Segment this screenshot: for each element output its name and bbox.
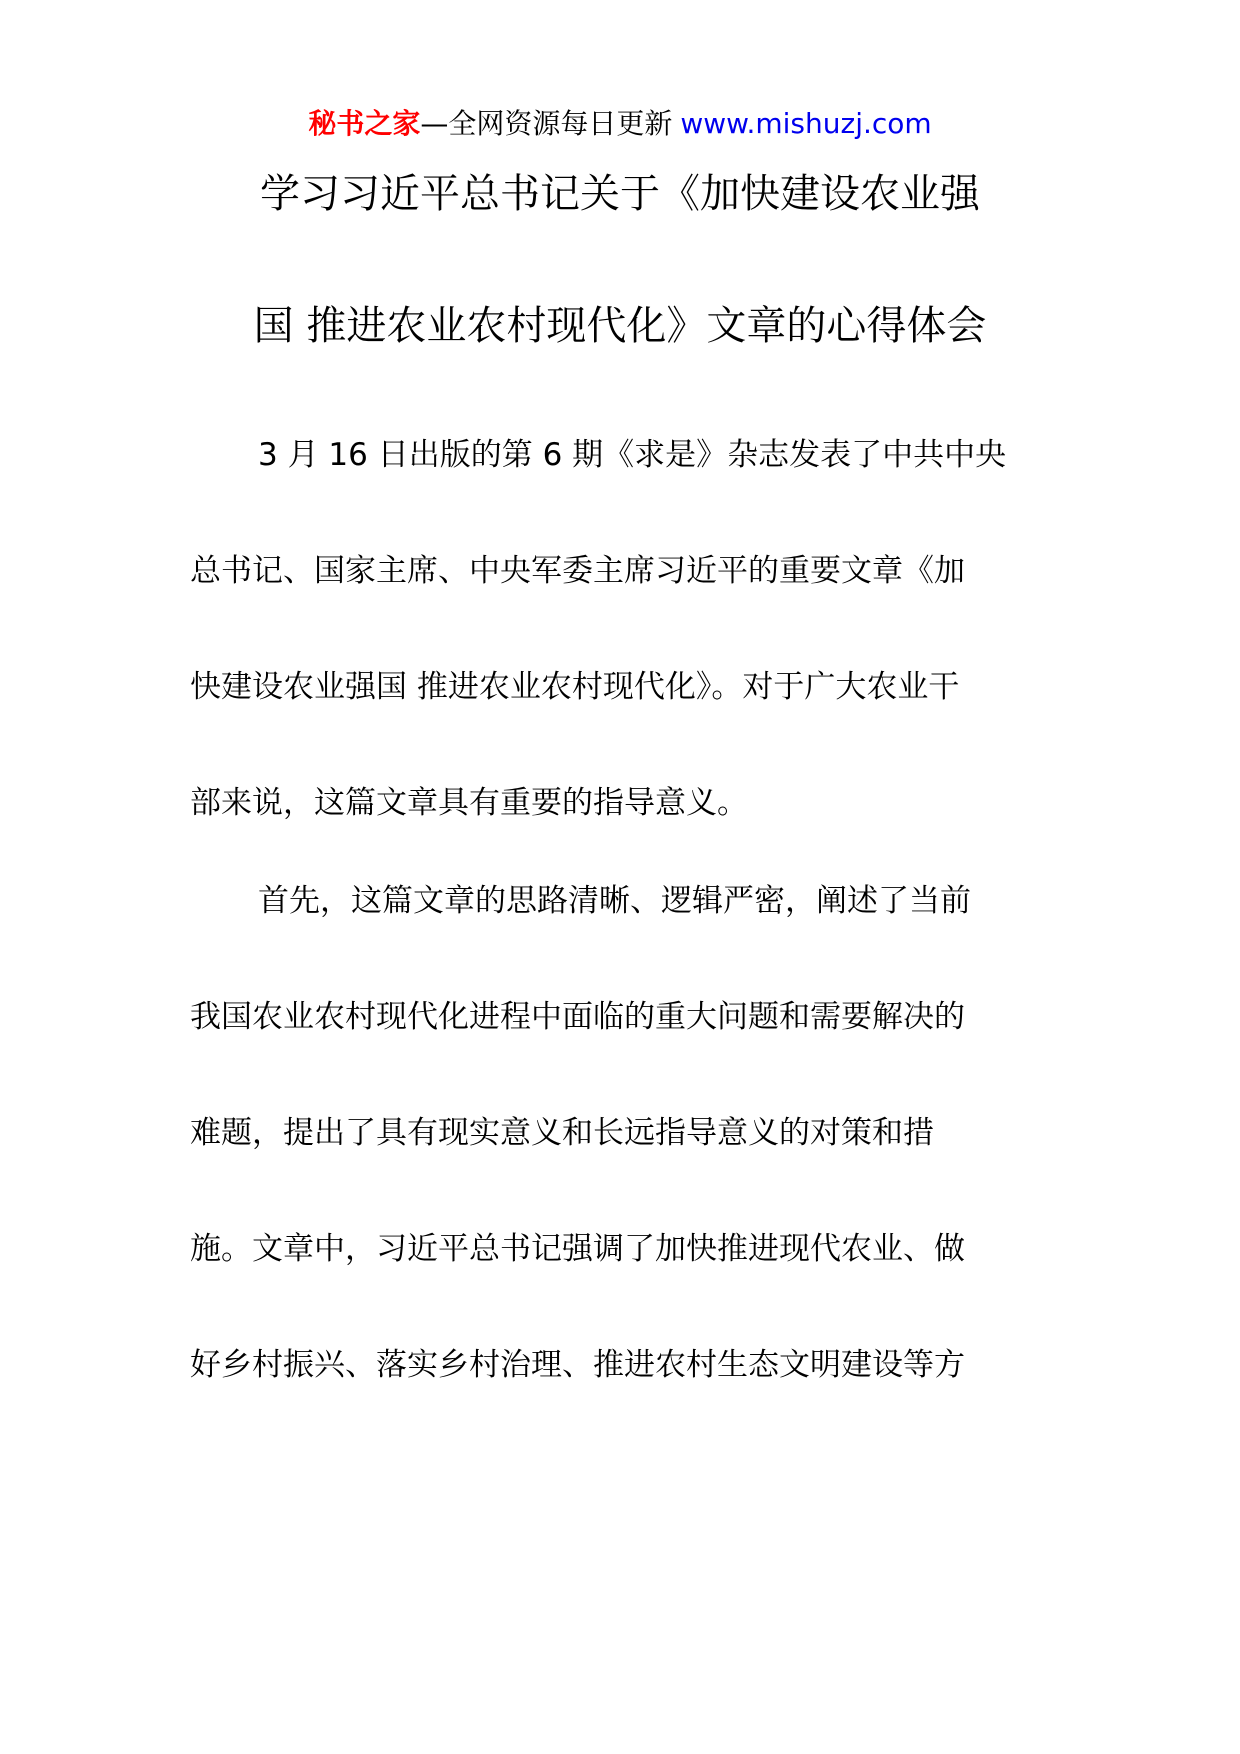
document-title-line-1: 学习习近平总书记关于《加快建设农业强 xyxy=(260,171,980,217)
header-tagline: —全网资源每日更新 xyxy=(420,107,673,140)
body-line-1: 3 月 16 日出版的第 6 期《求是》杂志发表了中共中央 xyxy=(258,437,1007,473)
site-link[interactable]: www.mishuzj.com xyxy=(680,107,932,140)
body-line-8: 施。文章中，习近平总书记强调了加快推进现代农业、做 xyxy=(190,1231,965,1267)
body-line-9: 好乡村振兴、落实乡村治理、推进农村生态文明建设等方 xyxy=(190,1347,965,1383)
site-header xyxy=(0,104,1240,144)
body-line-3: 快建设农业强国 推进农业农村现代化》。对于广大农业干 xyxy=(190,669,960,705)
body-line-7: 难题，提出了具有现实意义和长远指导意义的对策和措 xyxy=(190,1115,934,1151)
body-line-5: 首先，这篇文章的思路清晰、逻辑严密，阐述了当前 xyxy=(258,883,971,919)
document-title-line-2: 国 推进农业农村现代化》文章的心得体会 xyxy=(253,303,987,349)
brand-name: 秘书之家 xyxy=(308,107,421,140)
body-line-2: 总书记、国家主席、中央军委主席习近平的重要文章《加 xyxy=(190,553,965,589)
body-line-6: 我国农业农村现代化进程中面临的重大问题和需要解决的 xyxy=(190,999,965,1035)
body-line-4: 部来说，这篇文章具有重要的指导意义。 xyxy=(190,785,748,821)
